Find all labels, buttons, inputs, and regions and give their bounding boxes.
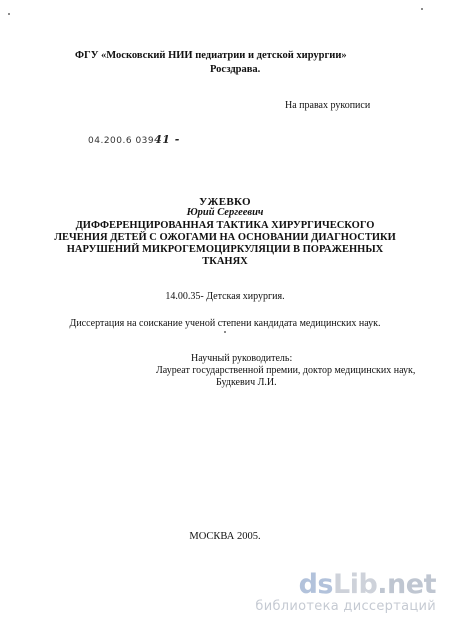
supervisor-credentials: Лауреат государственной премии, доктор медицинских наук, — [156, 365, 416, 376]
dslib-subtitle: библиотека диссертаций — [255, 599, 436, 614]
dissertation-degree: Диссертация на соискание ученой степени кандидата медицинских наук. — [69, 318, 381, 329]
institution-line-1: ФГУ «Московский НИИ педиатрии и детской хирургии» — [75, 50, 347, 61]
supervisor-name: Будкевич Л.И. — [216, 377, 277, 388]
specialty: 14.00.35- Детская хирургия. — [165, 291, 285, 302]
title-line-3: НАРУШЕНИЙ МИКРОГЕМОЦИРКУЛЯЦИИ В ПОРАЖЕННЫХ — [66, 244, 384, 255]
registration-stamp — [88, 134, 180, 147]
dslib-watermark — [255, 571, 436, 614]
city-year: МОСКВА 2005. — [189, 531, 261, 542]
scan-speck — [8, 13, 10, 15]
title-line-2: ЛЕЧЕНИЯ ДЕТЕЙ С ОЖОГАМИ НА ОСНОВАНИИ ДИАГНОСТИКИ — [54, 232, 396, 243]
rights-notice: На правах рукописи — [285, 100, 371, 111]
title-line-1: ДИФФЕРЕНЦИРОВАННАЯ ТАКТИКА ХИРУРГИЧЕСКОГО — [75, 220, 375, 231]
title-line-4: ТКАНЯХ — [202, 256, 248, 267]
scan-speck — [421, 8, 423, 10]
supervisor-label: Научный руководитель: — [191, 353, 293, 364]
stamp-printed-number: 04.200.6 039 — [88, 136, 155, 146]
author-full-name: Юрий Сергеевич — [186, 207, 264, 218]
author-surname: УЖЕВКО — [199, 196, 251, 208]
stamp-handwritten-number: 41 - — [154, 133, 180, 146]
institution-line-2: Росздрава. — [210, 64, 261, 75]
scan-speck — [224, 331, 226, 333]
dslib-logo: dsLib.net — [298, 569, 436, 600]
